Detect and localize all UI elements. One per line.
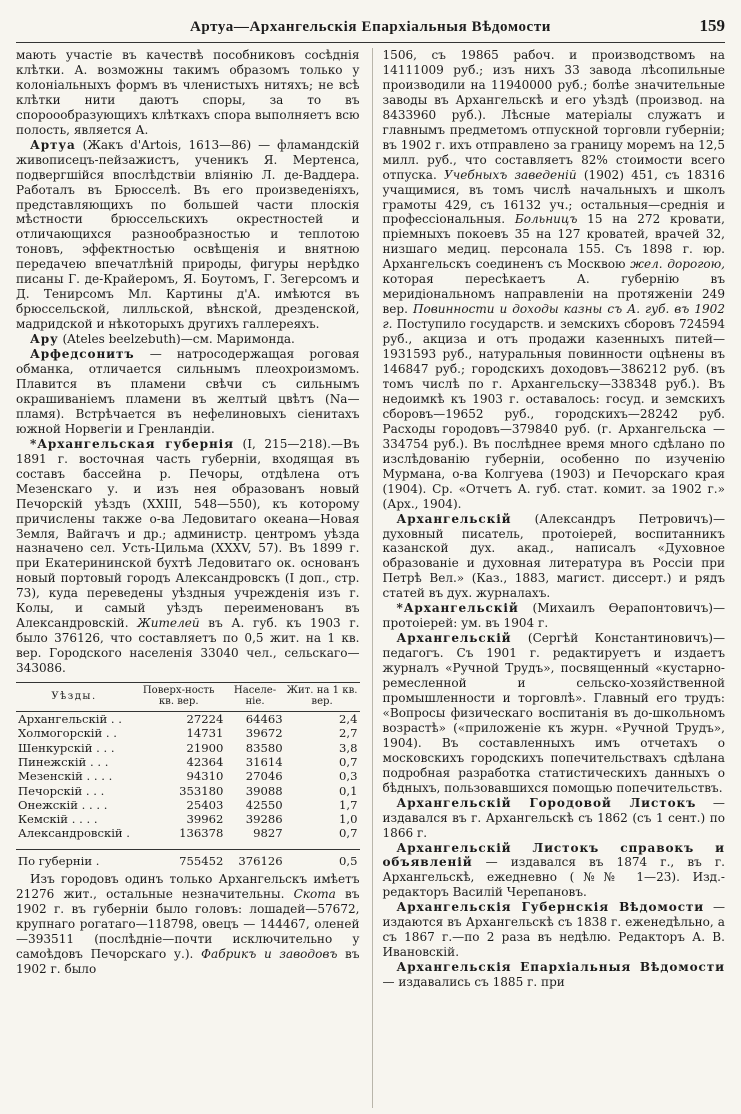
paragraph-italic: Больницъ — [514, 212, 578, 227]
table-cell: 39962 — [186, 812, 224, 827]
table-cell: 64463 — [245, 712, 283, 727]
table-cell: 1,0 — [339, 812, 358, 827]
table-cell: 83580 — [245, 740, 283, 755]
paragraph — [16, 872, 360, 977]
paragraph — [383, 48, 726, 512]
entry-text: (Ateles beelzebuth)—см. Маримонда. — [58, 332, 295, 347]
entry-text: (I, 215—218).—Въ 1891 г. восточная часть губерніи, входящая въ составъ бассейна р. Печоры, отдѣлена отъ Мезенскаго у. и изъ нея образованъ новый Печорскій уѣздъ (XXIII, 548—550), къ которому причислены также о-ва Ледовитаго океана—Новая Земля, Вайгачъ и др.; администр. центромъ уѣзда назначено сел. Усть-Цильма (XXXV, 57). Въ 1899 г. при Екатерининской бухтѣ Ледовитаго ок. основанъ новый портовый городъ Александровскъ (I доп., стр. 73), куда переведены уѣздныя учрежденія изъ г. Колы, и самый уѣздъ переименованъ въ Александровскій. — [16, 436, 360, 631]
entry-text: — издавался въ 1874 г., въ г. Архангельскѣ, ежедневно (№№ 1—23). Изд.-редакторъ Василій Черепановъ. — [382, 855, 725, 900]
entry-italic: Жителей — [137, 616, 200, 631]
table-cell: 0,7 — [339, 826, 358, 841]
table-cell: Архангельскій . . — [18, 712, 122, 727]
paragraph-text: которая пересѣкаетъ А. губернію въ меридіональномъ направленіи на протяженіи 249 вер. — [382, 272, 725, 317]
entry-text: — издавались съ 1885 г. при — [382, 975, 565, 990]
table-cell: 39286 — [245, 812, 283, 827]
table-row — [16, 812, 360, 826]
table-cell: 353180 — [179, 783, 224, 798]
column-header: Уѣзды. — [16, 683, 132, 712]
entry-text: (Жакъ d'Artois, 1613—86) — фламандскій живописецъ-пейзажистъ, ученикъ Я. Мертенса, подвергшійся впослѣдствіи вліянію Л. де-Ваддера. Работалъ въ Брюсселѣ. Въ его произведеніяхъ, представляющихъ по большей части плоскія мѣстности брюссельскихъ окрестностей и отличающихся разнообразностью и теплотою тоновъ, эффектностью освѣщенія и внятною передачею впечатлѣній природы, фигуры нерѣдко писаны Г. де-Крайеромъ, Я. Боутомъ, Г. Зегерсомъ и Д. Тенирсомъ Мл. Картины д'А. имѣются въ брюссельской, лилльской, вѣнской, дрезденской, мадридской и нѣкоторыхъ другихъ галлереяхъ. — [16, 137, 360, 332]
table-cell: 42550 — [245, 797, 283, 812]
column-header: Жит. на 1 кв. вер. — [285, 683, 360, 712]
table-cell: 2,4 — [339, 712, 358, 727]
paragraph-italic: жел. дорогою, — [630, 257, 725, 272]
entry-headword: Артуа — [30, 137, 76, 152]
paragraph-text: Изъ городовъ одинъ только Архангельскъ имѣетъ 21276 жит., остальные незначительны. — [16, 872, 360, 901]
table-spacer — [16, 841, 360, 850]
table-cell: 755452 — [132, 849, 225, 868]
table-cell: 376126 — [225, 849, 284, 868]
running-title: Артуа—Архангельскія Епархіальныя Вѣдомости — [189, 18, 552, 35]
entry-arkhangelsky-sergey — [383, 631, 726, 795]
table-cell: Кемскій . . . . — [18, 812, 98, 827]
table-cell: 25403 — [186, 797, 224, 812]
paragraph — [16, 48, 360, 138]
paragraph-italic: Учебныхъ заведеній — [444, 167, 577, 182]
table-row — [16, 726, 360, 740]
table-cell: 0,5 — [285, 849, 360, 868]
table-cell: По губерніи . — [16, 849, 132, 868]
entry-artua — [16, 138, 360, 332]
table-cell: 21900 — [186, 740, 224, 755]
table-cell: 2,7 — [339, 726, 358, 741]
entry-gubernskie-vedomosti — [383, 900, 726, 960]
entry-gorodovoy-listok — [383, 796, 726, 841]
entry-headword: Архангельскія Губернскія Вѣдомости — [396, 900, 705, 915]
table-cell: Печорскій . . . — [18, 783, 105, 798]
entry-text: — издавался въ г. Архангельскѣ съ 1862 (съ 1 сент.) по 1866 г. — [382, 795, 725, 840]
table-row — [16, 755, 360, 769]
table-header-row — [16, 683, 360, 712]
column-header: Поверх-ность кв. вер. — [132, 683, 225, 712]
table-cell: Холмогорскій . . — [18, 726, 117, 741]
table-cell: 39672 — [245, 726, 283, 741]
table-row — [16, 741, 360, 755]
entry-arkhangelsky-mikhail — [383, 601, 726, 631]
running-header — [16, 12, 725, 43]
table-cell: 31614 — [245, 754, 283, 769]
table-cell: 94310 — [186, 769, 224, 784]
paragraph-text: въ 1902 г. было — [16, 946, 360, 976]
table-cell: 39088 — [245, 783, 283, 798]
table-cell: Онежскій . . . . — [18, 797, 108, 812]
entry-text: (Александръ Петровичъ)—духовный писатель, протоіерей, воспитанникъ казанской дух. акад., написалъ «Духовное образованіе и духовная литература въ Россіи при Петрѣ Вел.» (Каз., 1883, магист. диссерт.) и рядъ статей въ дух. журналахъ. — [382, 511, 725, 601]
entry-headword: Архангельскій Городовой Листокъ — [396, 795, 697, 810]
entry-headword: Архангельскій — [396, 631, 512, 646]
text-columns — [16, 48, 725, 1108]
table-cell: 0,1 — [339, 783, 358, 798]
entry-eparkhialnye-vedomosti — [383, 960, 726, 990]
table-row — [16, 826, 360, 840]
table-cell: 27224 — [186, 712, 224, 727]
entry-headword: Архангельскій Листокъ справокъ и объявленій — [382, 840, 725, 870]
table-cell: 0,7 — [339, 754, 358, 769]
districts-table — [16, 682, 360, 868]
paragraph-text: мають участіе въ качествѣ пособниковъ сосѣднія клѣтки. А. возможны такимъ образомъ только у колоніальныхъ формъ въ членистыхъ нитяхъ; не всѣ клѣтки нити даютъ споры, за то въ спороообразующихъ клѣткахъ спора выполняетъ всю полость, является А. — [16, 48, 360, 137]
table-total-row — [16, 849, 360, 868]
paragraph-text: въ 1902 г. въ губерніи было головъ: лошадей—57672, крупнаго рогатаго—118798, овецъ — 144467, оленей—393511 (послѣдніе—почти исключительно у самоѣдовъ Печорскаго у.). — [16, 886, 360, 961]
table-row — [16, 769, 360, 783]
table-cell: 9827 — [253, 826, 283, 841]
entry-headword: *Архангельскій — [396, 601, 519, 616]
table-cell: 136378 — [179, 826, 224, 841]
table-cell: 1,7 — [339, 797, 358, 812]
entry-text: (Сергѣй Константиновичъ)—педагогъ. Съ 1901 г. редактируетъ и издаетъ журналъ «Ручной Трудъ», посвященный «кустарно-ремесленной и сельско-хозяйственной промышленности и торговлѣ». Главный его трудъ: «Вопросы физическаго воспитанія въ до-школьномъ возрастѣ» («приложеніе къ журн. «Ручной Трудъ», 1904). Въ составленныхъ имъ отчетахъ о московскихъ городскихъ попечительствахъ сдѣлана подробная разработка статистическихъ данныхъ о бѣдныхъ, пользовавшихся помощью попечительствъ. — [382, 631, 725, 795]
entry-aru — [16, 332, 360, 347]
entry-listok-spravok — [383, 841, 726, 901]
entry-headword: *Архангельская губернія — [30, 436, 234, 451]
table-cell: 3,8 — [339, 740, 358, 755]
table-cell: Шенкурскій . . . — [18, 740, 115, 755]
right-column — [372, 48, 726, 1108]
paragraph-italic: Скота — [293, 886, 336, 901]
column-header: Населе-ніе. — [225, 683, 284, 712]
table-row — [16, 712, 360, 727]
table-cell: Пинежскій . . . — [18, 754, 109, 769]
entry-headword: Ару — [30, 332, 59, 347]
table-cell: 27046 — [245, 769, 283, 784]
entry-text: — издаются въ Архангельскѣ съ 1838 г. еженедѣльно, а съ 1867 г.—по 2 раза въ недѣлю. Редакторъ А. В. Ивановскій. — [382, 900, 725, 960]
entry-headword: Арфедсонитъ — [30, 347, 135, 362]
paragraph-italic: Повинности и доходы казны съ А. губ. въ 1902 г. — [382, 302, 725, 332]
entry-headword: Архангельскія Епархіальныя Вѣдомости — [396, 960, 725, 975]
entry-arkhangelsk-guberniya — [16, 437, 360, 676]
paragraph-italic: Фабрикъ и заводовъ — [201, 946, 338, 961]
paragraph-text: (1902) 451, съ 18316 учащимися, въ томъ числѣ начальныхъ и школъ грамоты 429, съ 16132 уч.; остальныя—среднія и профессіональныя. — [382, 167, 725, 227]
table-cell: 42364 — [186, 754, 224, 769]
entry-text: — натросодержащая роговая обманка, отличается сильнымъ плеохроизмомъ. Плавится въ пламени свѣчи съ сильнымъ окрашиваніемъ пламени въ желтый цвѣтъ (Na—пламя). Встрѣчается въ нефелиновыхъ сіенитахъ южной Норвегіи и Гренландіи. — [16, 347, 360, 436]
table-cell: Александровскій . — [18, 826, 130, 841]
paragraph-text: 15 на 272 кровати, пріемныхъ покоевъ 35 на 127 кроватей, врачей 32, низшаго медиц. персонала 155. Съ 1898 г. юр. Архангельскъ соединенъ съ Москвою — [382, 212, 725, 272]
entry-headword: Архангельскій — [396, 511, 512, 526]
table-cell: 14731 — [186, 726, 224, 741]
table-row — [16, 798, 360, 812]
left-column — [16, 48, 360, 1108]
entry-text: въ А. губ. къ 1903 г. было 376126, что составляетъ по 0,5 жит. на 1 кв. вер. Городского населенія 33040 чел., сельскаго—343086. — [16, 616, 360, 676]
table-cell: 0,3 — [339, 769, 358, 784]
entry-arkhangelsky-alexander — [383, 512, 726, 602]
paragraph-text: 1506, съ 19865 рабоч. и производствомъ на 14111009 руб.; изъ нихъ 33 завода лѣсопильные производили на 11940000 руб.; болѣе значительные заводы въ Архангельскѣ и его уѣздѣ (производ. на 8433960 руб.). Лѣсные матеріалы служатъ и главнымъ предметомъ отпускной торговли губерніи; въ 1902 г. ихъ отправлено за границу моремъ на 12,5 милл. руб., что составляетъ 82% стоимости всего отпуска. — [382, 48, 725, 182]
table-cell: Мезенскій . . . . — [18, 769, 113, 784]
paragraph-text: Поступило государств. и земскихъ сборовъ 724594 руб., акциза и отъ продажи казенныхъ питей—1931593 руб., натуральныя повинности оцѣнены въ 146847 руб.; городскихъ доходовъ—386212 руб. (въ томъ числѣ по г. Архангельску—338348 руб.). Въ недоимкѣ къ 1903 г. оставалось: госуд. и земскихъ сборовъ—19652 руб., городскихъ—28242 руб. Расходы городовъ—379840 руб. (г. Архангельска — 334754 руб.). Въ послѣднее время много сдѣлано по изслѣдованію губерніи, особенно по изученію Мурмана, о-ва Колгуева (1903) и Печорскаго края (1904). Ср. «Отчетъ А. губ. стат. комит. за 1902 г.» (Арх., 1904). — [382, 317, 725, 511]
entry-arfedsonit — [16, 347, 360, 437]
entry-text: (Михаилъ Ѳерапонтовичъ)—протоіерей: ум. въ 1904 г. — [382, 601, 725, 631]
page-number: 159 — [699, 16, 725, 35]
table-row — [16, 784, 360, 798]
